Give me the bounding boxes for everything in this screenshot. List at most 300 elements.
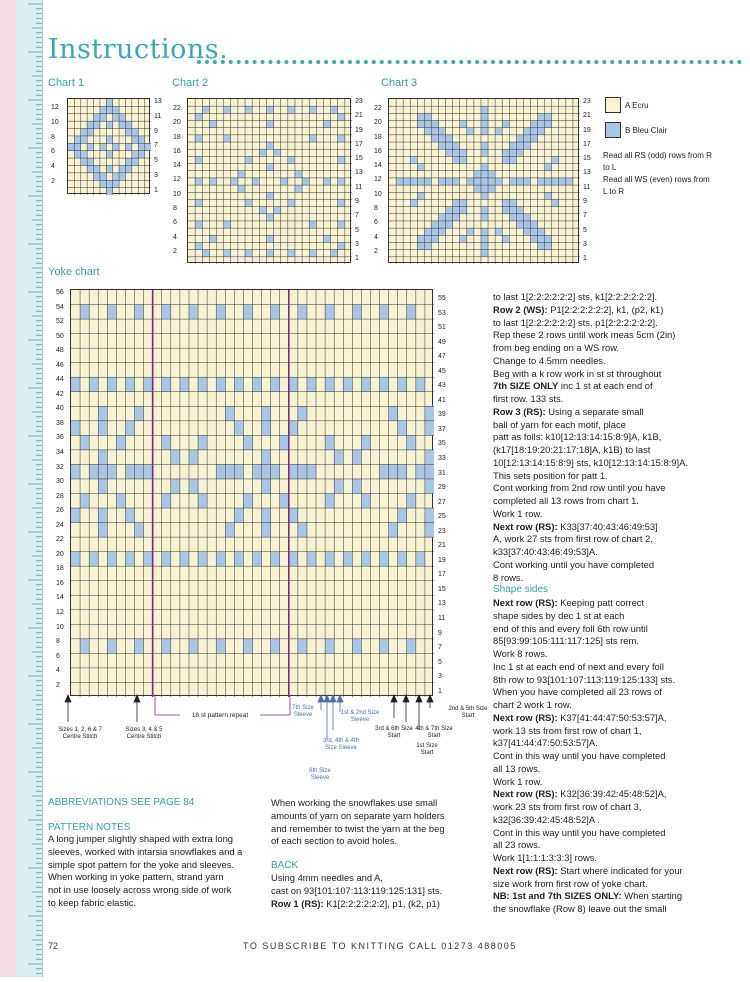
pattern-note-line: sleeves, worked with intarsia snowflakes and a <box>48 845 243 857</box>
chart-cell-blue <box>446 142 453 149</box>
chart-cell-blue <box>523 178 530 185</box>
chart-cell-blue <box>398 421 407 436</box>
row-number: 8 <box>173 205 177 213</box>
text-line: Inc 1 st at each end of next and every foll <box>493 660 664 672</box>
legend-bleu-clair-label: B Bleu Clair <box>625 126 668 135</box>
chart-cell-blue <box>502 156 509 163</box>
chart-cell-blue <box>552 199 559 206</box>
row-number: 4 <box>51 163 55 171</box>
chart-cell-blue <box>516 135 523 142</box>
chart-cell-blue <box>323 178 330 185</box>
chart-cell-blue <box>481 192 488 199</box>
chart-cell-blue <box>416 552 425 567</box>
row-number: 13 <box>583 169 591 177</box>
row-number: 22 <box>56 536 64 544</box>
chart-cell-blue <box>144 552 153 567</box>
back-line: Using 4mm needles and A, <box>271 872 384 883</box>
chart-cell-blue <box>538 128 545 135</box>
chart-cell-blue <box>488 171 495 178</box>
chart-cell-blue <box>516 214 523 221</box>
chart-cell-blue <box>338 242 345 249</box>
chart-cell-blue <box>81 136 87 143</box>
chart-cell-blue <box>361 435 370 450</box>
chart-cell-blue <box>389 464 398 479</box>
chart-cell-blue <box>135 406 144 421</box>
chart-cell-blue <box>407 305 416 320</box>
text-line: ball of yarn for each motif, place <box>493 418 626 430</box>
chart-cell-blue <box>380 305 389 320</box>
chart-cell-blue <box>132 129 138 136</box>
chart-cell-blue <box>417 178 424 185</box>
row-number: 15 <box>355 155 363 163</box>
chart-cell-blue <box>98 479 107 494</box>
chart2-label: Chart 2 <box>172 77 209 89</box>
chart-cell-blue <box>453 199 460 206</box>
title-dotted-rule <box>197 60 742 64</box>
chart-cell-blue <box>538 121 545 128</box>
chart-cell-blue <box>107 464 116 479</box>
chart-cell-blue <box>271 377 280 392</box>
yoke-even-row-numbers <box>56 289 64 696</box>
chart-cell-blue <box>262 464 271 479</box>
chart-cell-blue <box>407 639 416 654</box>
chart-cell-blue <box>325 377 334 392</box>
chart-cell-blue <box>87 129 93 136</box>
chart-cell-blue <box>198 494 207 509</box>
chart-cell-blue <box>80 305 89 320</box>
chart-cell-blue <box>460 199 467 206</box>
chart-cell-blue <box>325 435 334 450</box>
chart-cell-blue <box>516 207 523 214</box>
chart-cell-blue <box>467 128 474 135</box>
snowflake-note-line: amounts of yarn on separate yarn holders <box>271 809 445 821</box>
chart-cell-blue <box>195 113 202 120</box>
chart-cell-blue <box>481 164 488 171</box>
row-number: 3 <box>583 240 587 248</box>
chart-cell-blue <box>171 479 180 494</box>
chart-cell-blue <box>502 235 509 242</box>
chart-cell-blue <box>545 192 552 199</box>
text-line: Change to 4.5mm needles. <box>493 354 606 366</box>
chart-cell-blue <box>224 106 231 113</box>
chart-cell-blue <box>325 639 334 654</box>
row-number: 12 <box>56 609 64 617</box>
chart-cell-blue <box>410 156 417 163</box>
chart-cell-blue <box>295 171 302 178</box>
row-number: 8 <box>374 205 378 213</box>
chart-cell-blue <box>132 158 138 165</box>
chart-cell-blue <box>259 149 266 156</box>
row-number: 49 <box>438 338 446 346</box>
row-number: 51 <box>438 324 446 332</box>
yoke-motif <box>71 290 434 697</box>
yoke-sizes-345-centre: Sizes 3, 4 & 5 Centre Stitch <box>125 727 163 740</box>
chart-cell-blue <box>113 180 119 187</box>
chart-cell-blue <box>424 113 431 120</box>
row-number: 2 <box>56 681 60 689</box>
chart-cell-blue <box>234 421 243 436</box>
chart-cell-blue <box>481 235 488 242</box>
chart-cell-blue <box>446 149 453 156</box>
yoke-345-size-sleeve: 3rd, 4th & 4th Size Sleeve <box>322 738 360 751</box>
chart-cell-blue <box>119 121 125 128</box>
back-text <box>271 872 442 910</box>
chart-cell-blue <box>271 552 280 567</box>
chart-cell-blue <box>439 128 446 135</box>
text-line: Next row (RS): K37[41:44:47:50:53:57]A, <box>493 711 667 723</box>
chart-cell-blue <box>481 121 488 128</box>
chart-cell-blue <box>467 228 474 235</box>
chart-cell-blue <box>71 508 80 523</box>
row-number: 5 <box>438 658 442 666</box>
chart-cell-blue <box>100 173 106 180</box>
chart-cell-blue <box>266 121 273 128</box>
chart-cell-blue <box>338 156 345 163</box>
chart-cell-blue <box>338 135 345 142</box>
snowflake-note-text <box>271 797 445 848</box>
chart-cell-blue <box>89 552 98 567</box>
chart-cell-blue <box>216 639 225 654</box>
chart-cell-blue <box>509 149 516 156</box>
row-number: 12 <box>374 176 382 184</box>
chart-cell-blue <box>416 377 425 392</box>
grid-lines <box>71 290 434 697</box>
chart-cell-blue <box>523 214 530 221</box>
chart-cell-blue <box>266 142 273 149</box>
chart-cell-blue <box>453 142 460 149</box>
chart-cell-blue <box>289 377 298 392</box>
chart2-motif <box>188 99 352 264</box>
snowflake-note-line: of each section to avoid holes. <box>271 835 398 847</box>
chart-cell-blue <box>509 199 516 206</box>
yoke-odd-row-numbers <box>438 295 446 702</box>
chart-cell-blue <box>439 228 446 235</box>
chart-cell-blue <box>343 552 352 567</box>
chart-cell-blue <box>289 464 298 479</box>
chart-cell-blue <box>538 178 545 185</box>
chart-cell-blue <box>216 305 225 320</box>
chart-cell-blue <box>274 149 281 156</box>
row-number: 6 <box>374 219 378 227</box>
chart-cell-blue <box>198 552 207 567</box>
chart-cell-blue <box>252 178 259 185</box>
chart1-odd-row-numbers <box>154 98 162 202</box>
yoke-pattern-repeat: 18 st pattern repeat <box>180 712 260 719</box>
chart-cell-blue <box>125 552 134 567</box>
chart-cell-blue <box>425 508 434 523</box>
chart-cell-blue <box>302 178 309 185</box>
row-number: 19 <box>583 126 591 134</box>
row-number: 27 <box>438 498 446 506</box>
chart-cell-blue <box>138 151 144 158</box>
chart-cell-blue <box>94 165 100 172</box>
chart-cell-blue <box>389 406 398 421</box>
chart-cell-blue <box>298 464 307 479</box>
pattern-note-line: not in use loosely across wrong side of work <box>48 884 232 895</box>
text-line: chart 2 work 1 row. <box>493 699 572 710</box>
chart-cell-blue <box>425 479 434 494</box>
row-number: 3 <box>355 240 359 248</box>
chart-cell-blue <box>195 156 202 163</box>
chart-cell-blue <box>523 128 530 135</box>
chart-cell-blue <box>113 143 119 150</box>
chart-cell-blue <box>243 639 252 654</box>
chart3-even-row-numbers <box>374 105 382 262</box>
chart-cell-blue <box>100 180 106 187</box>
text-line: Work 1 row. <box>493 775 543 787</box>
chart-cell-blue <box>439 221 446 228</box>
chart-cell-blue <box>135 464 144 479</box>
chart-cell-blue <box>100 106 106 113</box>
text-line: Beg with a k row work in st st throughout <box>493 367 662 379</box>
chart-cell-blue <box>417 113 424 120</box>
chart-cell-blue <box>481 250 488 257</box>
chart-cell-blue <box>334 450 343 465</box>
chart-cell-blue <box>398 508 407 523</box>
chart-cell-blue <box>162 435 171 450</box>
chart-cell-blue <box>331 106 338 113</box>
text-line: size work from first row of yoke chart. <box>493 877 648 889</box>
yoke-chart-label: Yoke chart <box>48 266 100 278</box>
row-number: 19 <box>438 556 446 564</box>
chart-cell-blue <box>446 221 453 228</box>
chart-cell-blue <box>87 121 93 128</box>
chart-cell-blue <box>87 143 93 150</box>
text-line: all 13 rows. <box>493 762 541 774</box>
chart-cell-blue <box>481 242 488 249</box>
chart3-motif <box>389 99 580 264</box>
chart-cell-blue <box>509 214 516 221</box>
row-number: 23 <box>583 98 591 105</box>
chart-cell-blue <box>495 178 502 185</box>
chart-cell-blue <box>135 305 144 320</box>
row-number: 10 <box>51 118 59 126</box>
chart-cell-blue <box>189 450 198 465</box>
chart-cell-blue <box>80 494 89 509</box>
chart-cell-blue <box>516 221 523 228</box>
chart-cell-blue <box>162 552 171 567</box>
row-number: 14 <box>173 162 181 170</box>
chart-cell-blue <box>68 143 74 150</box>
chart-cell-blue <box>198 435 207 450</box>
pattern-note-line: When working in yoke pattern, strand yarn <box>48 871 224 883</box>
chart-cell-blue <box>545 242 552 249</box>
chart-cell-blue <box>288 199 295 206</box>
row-number: 50 <box>56 332 64 340</box>
row-number: 5 <box>154 157 158 165</box>
chart-cell-blue <box>338 199 345 206</box>
row-number: 22 <box>173 105 181 112</box>
text-line: 8 rows. <box>493 571 524 583</box>
chart-cell-blue <box>309 135 316 142</box>
chart-cell-blue <box>209 121 216 128</box>
chart-cell-blue <box>225 523 234 538</box>
chart-cell-blue <box>119 165 125 172</box>
chart-cell-blue <box>431 121 438 128</box>
row-number: 1 <box>355 255 359 263</box>
chart-cell-blue <box>71 377 80 392</box>
chart-cell-blue <box>545 113 552 120</box>
chart-cell-blue <box>132 151 138 158</box>
chart-cell-blue <box>417 242 424 249</box>
chart-cell-blue <box>125 421 134 436</box>
row-number: 20 <box>173 119 181 127</box>
chart-cell-blue <box>113 114 119 121</box>
chart-cell-blue <box>516 178 523 185</box>
row-number: 43 <box>438 382 446 390</box>
chart-cell-blue <box>262 479 271 494</box>
chart-cell-blue <box>343 377 352 392</box>
chart-cell-blue <box>288 156 295 163</box>
yoke-7th-size-sleeve: 7th Size Sleeve <box>292 705 314 718</box>
chart-cell-blue <box>530 135 537 142</box>
chart-cell-blue <box>425 421 434 436</box>
chart-cell-blue <box>439 214 446 221</box>
row-number: 7 <box>583 212 587 220</box>
chart-cell-blue <box>271 639 280 654</box>
chart-cell-blue <box>309 221 316 228</box>
chart1-grid <box>67 98 150 194</box>
chart-cell-blue <box>523 142 530 149</box>
row-number: 15 <box>438 585 446 593</box>
chart-cell-blue <box>216 464 225 479</box>
ruler-pink-strip <box>0 0 16 977</box>
row-number: 11 <box>438 615 446 623</box>
row-number: 25 <box>438 513 446 521</box>
chart-cell-blue <box>325 305 334 320</box>
chart-cell-blue <box>202 106 209 113</box>
text-line: Row 3 (RS): Using a separate small <box>493 405 644 417</box>
row-number: 20 <box>56 550 64 558</box>
chart-cell-blue <box>403 178 410 185</box>
chart-cell-blue <box>81 151 87 158</box>
chart-cell-blue <box>144 464 153 479</box>
chart-cell-blue <box>481 207 488 214</box>
text-line: to last 1[2:2:2:2:2:2] sts, k1[2:2:2:2:2:2]. <box>493 291 658 302</box>
row-number: 40 <box>56 405 64 413</box>
chart-cell-blue <box>439 178 446 185</box>
chart-cell-blue <box>202 250 209 257</box>
chart3-grid <box>388 98 579 263</box>
chart-cell-blue <box>125 143 131 150</box>
chart-cell-blue <box>262 406 271 421</box>
chart-cell-blue <box>325 494 334 509</box>
row-number: 30 <box>56 478 64 486</box>
chart-cell-blue <box>253 377 262 392</box>
chart-cell-blue <box>352 305 361 320</box>
row-number: 20 <box>374 119 382 127</box>
chart-cell-blue <box>460 235 467 242</box>
row-number: 17 <box>438 571 446 579</box>
row-number: 48 <box>56 347 64 355</box>
chart-cell-blue <box>80 639 89 654</box>
chart-cell-blue <box>431 235 438 242</box>
chart-cell-blue <box>162 494 171 509</box>
chart-cell-blue <box>298 523 307 538</box>
chart-cell-blue <box>125 129 131 136</box>
chart-cell-blue <box>119 173 125 180</box>
text-line: 7th SIZE ONLY inc 1 st at each end of <box>493 380 653 392</box>
chart-cell-blue <box>71 464 80 479</box>
row-number: 52 <box>56 318 64 326</box>
chart-reading-note: Read all RS (odd) rows from R to L Read all WS (even) rows from L to R <box>603 151 712 196</box>
chart-cell-blue <box>106 180 112 187</box>
yoke-sizes-1267-centre: Sizes 1, 2, 6 & 7 Centre Stitch <box>58 727 102 740</box>
row-number: 47 <box>438 353 446 361</box>
chart-cell-blue <box>81 158 87 165</box>
chart-cell-blue <box>262 508 271 523</box>
chart-cell-blue <box>446 207 453 214</box>
chart-cell-blue <box>274 207 281 214</box>
yoke-1st-2nd-size-sleeve: 1st & 2nd Size Sleeve <box>340 710 380 723</box>
chart-cell-blue <box>253 464 262 479</box>
chart-cell-blue <box>530 121 537 128</box>
text-line: work 13 sts from first row of chart 1, <box>493 724 642 736</box>
chart-cell-blue <box>74 143 80 150</box>
text-line: end of this and every foll 6th row until <box>493 622 648 634</box>
chart-cell-blue <box>453 207 460 214</box>
chart-cell-blue <box>144 377 153 392</box>
text-line: from beg ending on a WS row. <box>493 342 620 353</box>
row-number: 15 <box>583 155 591 163</box>
chart-cell-blue <box>162 377 171 392</box>
row-number: 21 <box>438 542 446 550</box>
text-line: Next row (RS): Keeping patt correct <box>493 597 645 608</box>
chart-cell-blue <box>334 479 343 494</box>
row-number: 16 <box>374 147 382 155</box>
chart-cell-blue <box>398 377 407 392</box>
chart-cell-blue <box>495 228 502 235</box>
text-line: 10[12:13:14:15:8:9] sts, k10[12:13:14:15:8:9]A. <box>493 456 688 468</box>
chart-cell-blue <box>135 639 144 654</box>
row-number: 16 <box>56 579 64 587</box>
chart-cell-blue <box>495 128 502 135</box>
chart-cell-blue <box>107 639 116 654</box>
legend-swatch-bleu-clair <box>605 122 621 138</box>
row-number: 4 <box>173 233 177 241</box>
chart-cell-blue <box>545 164 552 171</box>
chart-cell-blue <box>361 552 370 567</box>
row-number: 55 <box>438 295 446 302</box>
chart-cell-blue <box>266 235 273 242</box>
chart-cell-blue <box>238 185 245 192</box>
chart-cell-blue <box>474 178 481 185</box>
chart-cell-blue <box>545 235 552 242</box>
chart-cell-blue <box>453 149 460 156</box>
row-number: 13 <box>355 169 363 177</box>
chart-cell-blue <box>98 406 107 421</box>
chart-cell-blue <box>566 178 573 185</box>
row-number: 4 <box>56 667 60 675</box>
chart-cell-blue <box>71 552 80 567</box>
pattern-note-line: simple spot pattern for the yoke and sleeves. <box>48 858 235 870</box>
chart-cell-blue <box>481 113 488 120</box>
page-number: 72 <box>48 941 59 951</box>
chart-cell-blue <box>289 552 298 567</box>
chart-cell-blue <box>431 221 438 228</box>
row-number: 7 <box>355 212 359 220</box>
row-number: 23 <box>438 527 446 535</box>
chart-cell-blue <box>224 250 231 257</box>
chart-cell-blue <box>380 552 389 567</box>
row-number: 7 <box>154 142 158 150</box>
chart-cell-blue <box>138 136 144 143</box>
row-number: 28 <box>56 492 64 500</box>
row-number: 17 <box>583 140 591 148</box>
back-row1-label: Row 1 (RS): <box>271 897 324 909</box>
row-number: 18 <box>374 133 382 141</box>
row-number: 11 <box>154 112 162 120</box>
